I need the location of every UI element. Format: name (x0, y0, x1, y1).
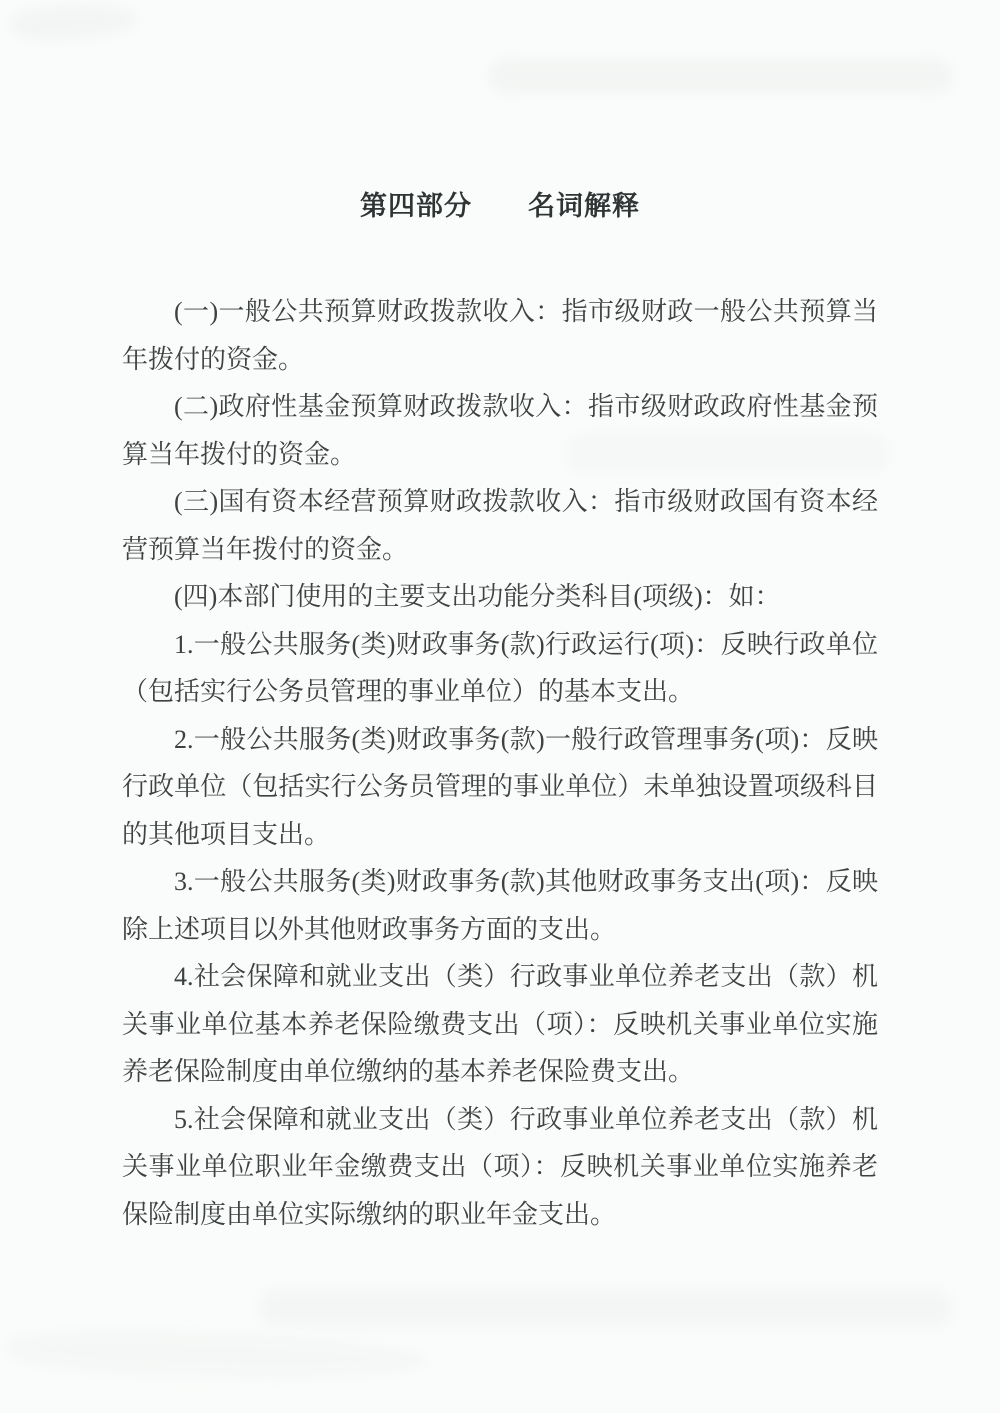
paragraph-item-5-occupational-annuity: 5.社会保障和就业支出（类）行政事业单位养老支出（款）机关事业单位职业年金缴费支出（项）：反映机关事业单位实施养老保险制度由单位实际缴纳的职业年金支出。 (122, 1104, 878, 1229)
paragraph-item-4-basic-pension-contribution: 4.社会保障和就业支出（类）行政事业单位养老支出（款）机关事业单位基本养老保险缴费支出（项）：反映机关事业单位实施养老保险制度由单位缴纳的基本养老保险费支出。 (122, 962, 878, 1086)
paragraph-expenditure-classification-intro: (四)本部门使用的主要支出功能分类科目(项级)：如： (174, 582, 781, 611)
paragraph-government-fund-budget-income: (二)政府性基金预算财政拨款收入：指市级财政政府性基金预算当年拨付的资金。 (122, 392, 878, 469)
document-body (122, 288, 878, 1238)
paragraph-item-3-other-fiscal-affairs: 3.一般公共服务(类)财政事务(款)其他财政事务支出(项)：反映除上述项目以外其他财政事务方面的支出。 (122, 867, 878, 944)
scan-artifact-bottom-left (7, 1325, 428, 1386)
paragraph-state-capital-budget-income: (三)国有资本经营预算财政拨款收入：指市级财政国有资本经营预算当年拨付的资金。 (122, 487, 878, 564)
page-title: 第四部分 名词解释 (360, 191, 640, 222)
scan-artifact-bottom-band (258, 1288, 953, 1328)
paragraph-item-2-general-admin-affairs: 2.一般公共服务(类)财政事务(款)一般行政管理事务(项)：反映行政单位（包括实行公务员管理的事业单位）未单独设置项级科目的其他项目支出。 (122, 724, 878, 849)
paragraph-item-1-administrative-operation: 1.一般公共服务(类)财政事务(款)行政运行(项)：反映行政单位（包括实行公务员管理的事业单位）的基本支出。 (122, 629, 878, 706)
paragraph-general-public-budget-income: (一)一般公共预算财政拨款收入：指市级财政一般公共预算当年拨付的资金。 (122, 297, 878, 374)
